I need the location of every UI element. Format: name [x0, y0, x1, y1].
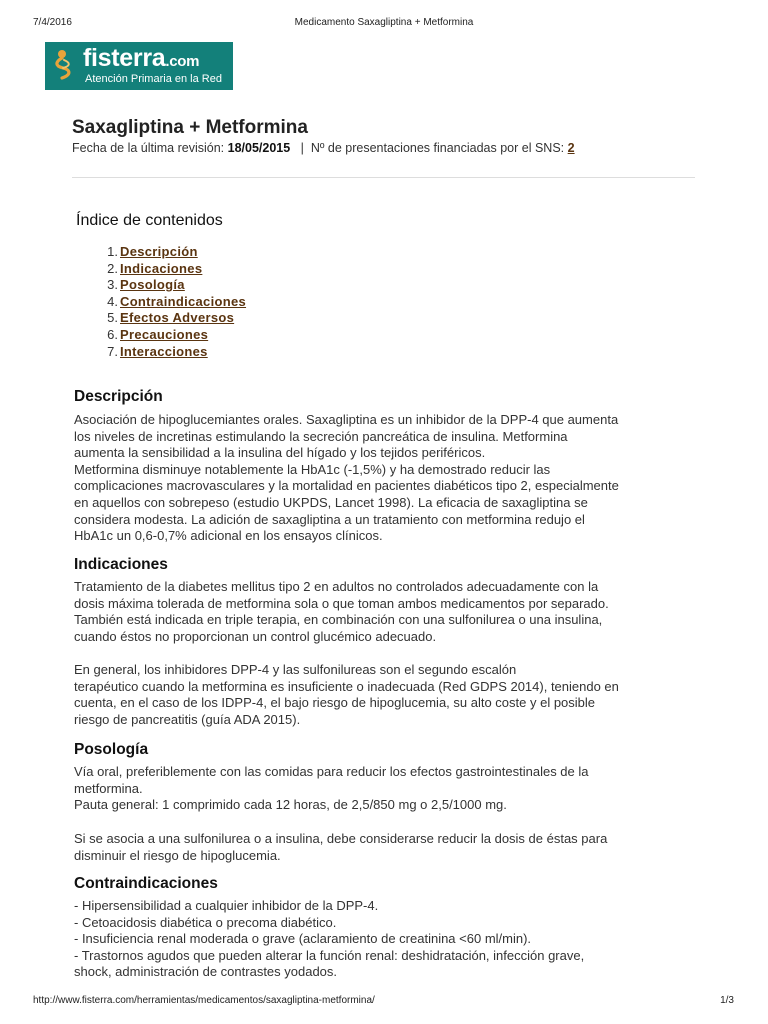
posologia-text-1 — [74, 764, 699, 814]
text-line: terapéutico cuando la metformina es insuficiente o inadecuada (Red GDPS 2014), teniendo en — [74, 678, 619, 694]
toc-num: 6. — [107, 326, 118, 342]
revision-meta — [72, 141, 575, 155]
print-header — [0, 17, 768, 31]
text-line: También está indicada en triple terapia, en combinación con una sulfonilurea o una insulina, — [74, 612, 603, 628]
toc-num: 2. — [107, 260, 118, 276]
text-line: considera modesta. La adición de saxagliptina a un tratamiento con metformina redujo el — [74, 511, 585, 527]
toc-num: 7. — [107, 343, 118, 359]
descripcion-text — [74, 412, 699, 545]
text-line: complicaciones macrovasculares y la mortalidad en pacientes diabéticos tipo 2, especialmente — [74, 478, 619, 494]
text-line: dosis máxima tolerada de metformina sola o que toman ambos medicamentos por separado. — [74, 595, 609, 611]
toc-link-descripcion[interactable]: Descripción — [120, 244, 198, 259]
text-line: - Trastornos agudos que pueden alterar la función renal: deshidratación, infección grave, — [74, 947, 585, 963]
text-line: aumenta la sensibilidad a la insulina del hígado y los tejidos periféricos. — [74, 445, 486, 461]
section-heading-indicaciones: Indicaciones — [74, 556, 168, 573]
text-line: los niveles de incretinas estimulando la secreción pancreática de insulina. Metformina — [74, 428, 568, 444]
indicaciones-text-1 — [74, 579, 699, 645]
text-line: Metformina disminuye notablemente la HbA1c (-1,5%) y ha demostrado reducir las — [74, 461, 551, 477]
fisterra-logo[interactable] — [45, 42, 233, 90]
toc-num: 4. — [107, 293, 118, 309]
logo-tagline: Atención Primaria en la Red — [85, 73, 222, 85]
print-date: 7/4/2016 — [33, 17, 72, 28]
toc-link-interacciones[interactable]: Interacciones — [120, 343, 208, 359]
text-line: Vía oral, preferiblemente con las comidas para reducir los efectos gastrointestinales de la — [74, 764, 589, 779]
revision-date: 18/05/2015 — [227, 141, 291, 155]
meta-separator: | — [300, 141, 304, 155]
section-heading-descripcion: Descripción — [74, 388, 163, 405]
toc-item — [78, 344, 246, 361]
text-line: - Hipersensibilidad a cualquier inhibidor de la DPP-4. — [74, 898, 379, 913]
toc-link-posologia[interactable]: Posología — [120, 277, 185, 293]
caduceus-icon — [51, 48, 77, 82]
text-line: Pauta general: 1 comprimido cada 12 horas, de 2,5/850 mg o 2,5/1000 mg. — [74, 797, 507, 813]
print-url: http://www.fisterra.com/herramientas/medicamentos/saxagliptina-metformina/ — [33, 995, 375, 1006]
toc-item — [78, 294, 246, 311]
text-line: Si se asocia a una sulfonilurea o a insulina, debe considerarse reducir la dosis de éstas para — [74, 831, 608, 846]
toc-link-contraindicaciones[interactable]: Contraindicaciones — [120, 293, 247, 309]
presentations-label: Nº de presentaciones financiadas por el SNS: — [310, 141, 565, 155]
text-line: Asociación de hipoglucemiantes orales. Saxagliptina es un inhibidor de la DPP-4 que aumenta — [74, 412, 619, 427]
toc-link-indicaciones[interactable]: Indicaciones — [120, 260, 203, 276]
toc-item — [78, 244, 246, 261]
text-line: En general, los inhibidores DPP-4 y las sulfonilureas son el segundo escalón — [74, 662, 517, 677]
text-line: cuando éstos no proporcionan un control glucémico adecuado. — [74, 628, 437, 644]
section-heading-posologia: Posología — [74, 741, 149, 758]
text-line: disminuir el riesgo de hipoglucemia. — [74, 847, 281, 863]
toc-link-efectos-adversos[interactable]: Efectos Adversos — [120, 310, 235, 326]
toc-item — [78, 310, 246, 327]
text-line: - Cetoacidosis diabética o precoma diabético. — [74, 914, 337, 930]
page-title: Saxagliptina + Metformina — [72, 117, 308, 138]
posologia-text-2 — [74, 831, 699, 864]
toc-num: 5. — [107, 310, 118, 326]
print-doc-title: Medicamento Saxagliptina + Metformina — [294, 17, 474, 28]
text-line: cuenta, en el caso de los IDPP-4, el bajo riesgo de hipoglucemia, su alto coste y el posible — [74, 695, 596, 711]
presentations-count-link[interactable]: 2 — [567, 141, 575, 155]
text-line: metformina. — [74, 780, 143, 796]
logo-brand: fisterra.com — [83, 44, 200, 72]
divider — [72, 177, 695, 178]
text-line: en aquellos con sobrepeso (estudio UKPDS, Lancet 1998). La eficacia de saxagliptina se — [74, 494, 588, 510]
contraindicaciones-text — [74, 898, 699, 981]
toc-item — [78, 327, 246, 344]
text-line: HbA1c un 0,6-0,7% adicional en los ensayos clínicos. — [74, 528, 383, 544]
toc-num: 1. — [107, 244, 118, 259]
print-page-number: 1/3 — [720, 995, 734, 1006]
text-line: Tratamiento de la diabetes mellitus tipo 2 en adultos no controlados adecuadamente con la — [74, 579, 599, 594]
toc-link-precauciones[interactable]: Precauciones — [120, 326, 209, 342]
toc-num: 3. — [107, 277, 118, 293]
revision-label: Fecha de la última revisión: — [72, 141, 225, 155]
text-line: riesgo de pancreatitis (guía ADA 2015). — [74, 711, 301, 727]
toc-list — [78, 244, 246, 360]
logo-domain: .com — [165, 53, 200, 70]
print-footer — [0, 995, 768, 1009]
indicaciones-text-2 — [74, 662, 699, 728]
toc-item — [78, 261, 246, 278]
section-heading-contraindicaciones: Contraindicaciones — [74, 875, 218, 892]
toc-item — [78, 277, 246, 294]
text-line: - Insuficiencia renal moderada o grave (aclaramiento de creatinina <60 ml/min). — [74, 931, 532, 947]
text-line: shock, administración de contrastes yodados. — [74, 964, 338, 980]
toc-title: Índice de contenidos — [76, 212, 223, 229]
